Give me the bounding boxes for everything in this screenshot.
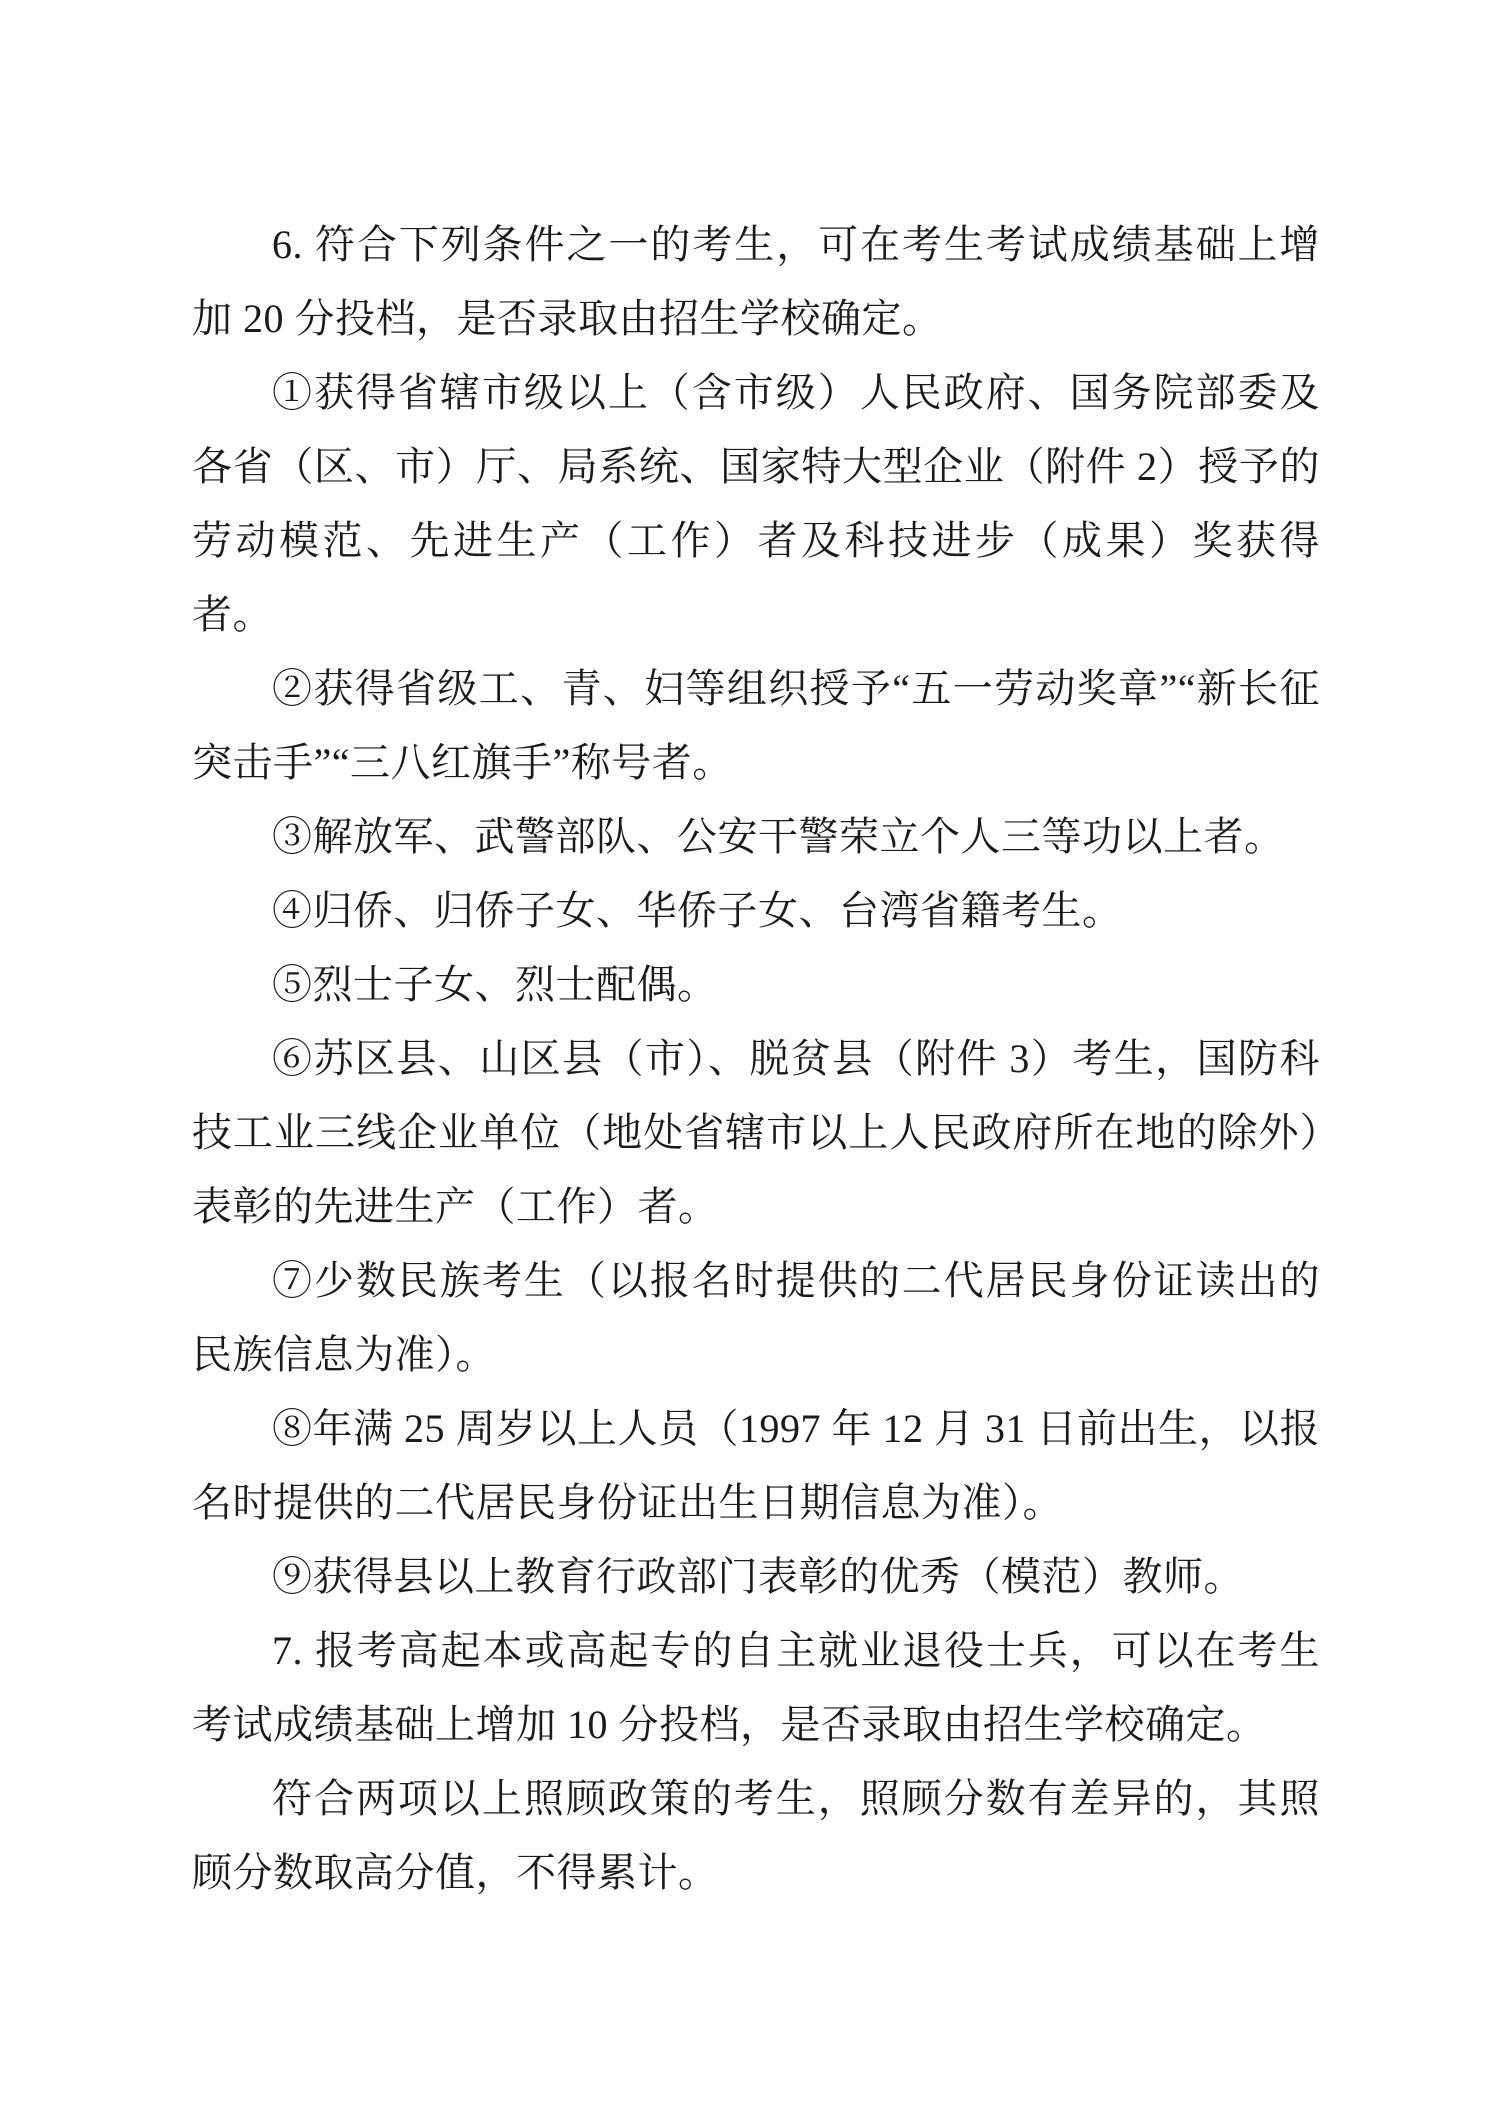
document-body xyxy=(192,208,1320,1910)
paragraph: ⑨获得县以上教育行政部门表彰的优秀（模范）教师。 xyxy=(272,1554,1244,1599)
paragraph: ⑧年满 25 周岁以上人员（1997 年 12 月 31 日前出生，以报名时提供的二代居民身份证出生日期信息为准）。 xyxy=(192,1406,1320,1525)
paragraph: ⑥苏区县、山区县（市）、脱贫县（附件 3）考生，国防科技工业三线企业单位（地处省辖市以上人民政府所在地的除外）表彰的先进生产（工作）者。 xyxy=(192,1036,1320,1229)
paragraph: ⑦少数民族考生（以报名时提供的二代居民身份证读出的民族信息为准）。 xyxy=(192,1258,1320,1377)
paragraph: 7. 报考高起本或高起专的自主就业退役士兵，可以在考生考试成绩基础上增加 10 分投档，是否录取由招生学校确定。 xyxy=(192,1628,1320,1747)
paragraph: 符合两项以上照顾政策的考生，照顾分数有差异的，其照顾分数取高分值，不得累计。 xyxy=(192,1776,1320,1895)
paragraph: ④归侨、归侨子女、华侨子女、台湾省籍考生。 xyxy=(272,888,1123,933)
paragraph: ①获得省辖市级以上（含市级）人民政府、国务院部委及各省（区、市）厅、局系统、国家特大型企业（附件 2）授予的劳动模范、先进生产（工作）者及科技进步（成果）奖获得者。 xyxy=(192,370,1320,637)
paragraph: ②获得省级工、青、妇等组织授予“五一劳动奖章”“新长征突击手”“三八红旗手”称号者。 xyxy=(192,666,1320,785)
paragraph: ③解放军、武警部队、公安干警荣立个人三等功以上者。 xyxy=(272,814,1285,859)
paragraph: ⑤烈士子女、烈士配偶。 xyxy=(272,962,718,1007)
paragraph: 6. 符合下列条件之一的考生，可在考生考试成绩基础上增加 20 分投档，是否录取由招生学校确定。 xyxy=(192,222,1320,341)
